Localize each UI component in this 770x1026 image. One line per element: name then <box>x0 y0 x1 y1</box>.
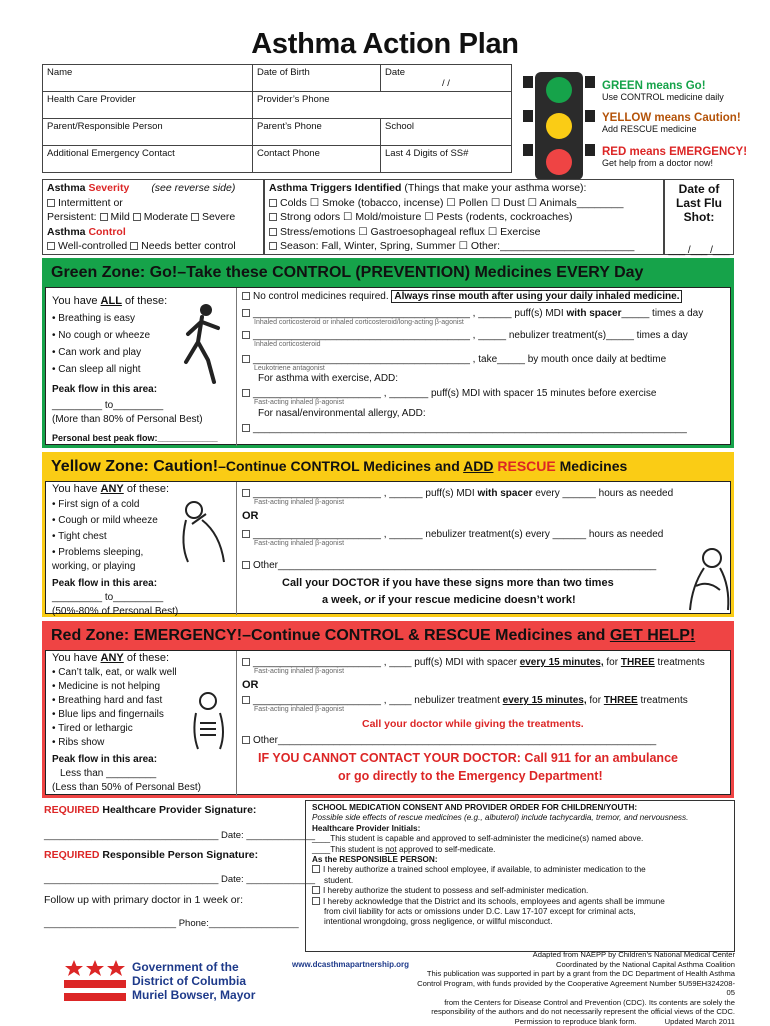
coughing-person-icon <box>176 494 232 564</box>
runner-icon <box>172 302 230 390</box>
provider-signature-label: REQUIRED Healthcare Provider Signature: <box>44 804 257 816</box>
emergency-contact-field[interactable]: Additional Emergency Contact <box>43 146 253 173</box>
nebulizer-child-icon <box>682 546 734 612</box>
trigger-checkbox[interactable] <box>269 199 277 207</box>
yellow-nebulizer-checkbox[interactable] <box>242 530 250 538</box>
nebulizer-checkbox[interactable] <box>242 331 250 339</box>
responsible-signature-label: REQUIRED Responsible Person Signature: <box>44 849 259 861</box>
provider-signature-line[interactable]: _________________________________ Date: _____________ <box>44 830 316 841</box>
moderate-checkbox[interactable] <box>133 213 141 221</box>
follow-up-label: Follow up with primary doctor in 1 week or: <box>44 894 243 906</box>
yellow-other-checkbox[interactable] <box>242 561 250 569</box>
authorize-employee-checkbox[interactable] <box>312 865 320 873</box>
dc-flag-icon <box>64 958 126 1004</box>
distressed-person-icon <box>186 689 232 751</box>
red-zone: Red Zone: EMERGENCY!–Continue CONTROL & RESCUE Medicines and GET HELP! You have ANY of these: • Can’t talk, eat, or walk well • Medicine is not helping • Breathing hard and fast • Blue lips and fingernails • Tired or lethargic • Ribs show Peak flow in this area: Less than _________ (Less than 50% of Personal Best) _______________________ , ____ puff(s) MDI with spacer every 15 minutes, for THREE treatments Fast-acting inhaled β-agonist OR _______________________ , ____ nebulizer treatment every 15 minutes, for THREE treatments Fast-acting inhaled β-agonist Call your doctor while giving the treatments. Other____________________________________________________________________ IF YOU CANNOT CONTACT YOUR DOCTOR: Call 911 for an ambulance or go directly to the Emergency Department! <box>42 621 734 798</box>
name-field[interactable]: Name <box>43 65 253 92</box>
authorize-student-checkbox[interactable] <box>312 886 320 894</box>
triggers-box: Asthma Triggers Identified (Things that make your asthma worse): Colds ☐ Smoke (tobacco, incense) ☐ Pollen ☐ Dust ☐ Animals________ Strong odors ☐ Mold/moisture ☐ Pests (rodents, cockroaches) Stress/emotions ☐ Gastroesophageal reflux ☐ Exercise Season: Fall, Winter, Spring, Summer ☐ Other:_______________________ <box>264 179 664 255</box>
parent-field[interactable]: Parent/Responsible Person <box>43 119 253 146</box>
traffic-light-icon <box>523 72 595 180</box>
yellow-light-legend: YELLOW means Caution! Add RESCUE medicine <box>602 112 741 134</box>
flu-shot-box[interactable]: Date of Last Flu Shot: ___ /___ /___ <box>664 179 734 255</box>
ssn-field[interactable]: Last 4 Digits of SS# <box>381 146 512 173</box>
follow-up-phone-line[interactable]: _________________________ Phone:_________________ <box>44 918 299 929</box>
patient-info-table <box>42 64 512 173</box>
trigger-checkbox[interactable] <box>269 228 277 236</box>
mild-checkbox[interactable] <box>100 213 108 221</box>
red-nebulizer-checkbox[interactable] <box>242 696 250 704</box>
no-control-checkbox[interactable] <box>242 292 250 300</box>
severity-box: Asthma Severity (see reverse side) Intermittent or Persistent: Mild Moderate Severe Asthma Control Well-controlled Needs better control <box>42 179 264 255</box>
allergy-checkbox[interactable] <box>242 424 250 432</box>
severe-checkbox[interactable] <box>191 213 199 221</box>
leukotriene-checkbox[interactable] <box>242 355 250 363</box>
acknowledge-checkbox[interactable] <box>312 897 320 905</box>
page-title: Asthma Action Plan <box>251 28 519 60</box>
green-zone: Green Zone: Go!–Take these CONTROL (PREVENTION) Medicines EVERY Day You have ALL of these: • Breathing is easy • No cough or wheeze • Can work and play • Can sleep all night Peak flow in this area: _________ to_________ (More than 80% of Personal Best) Personal best peak flow:____________ No control medicines required. Always rinse mouth after using your daily inhaled medicine. _______________________________________ , ______ puff(s) MDI with spacer_____ times a day Inhaled corticosteroid or inhaled corticosteroid/long-acting β-agonist _______________________________________ , _____ nebulizer treatment(s)_____ times a day Inhaled corticosteroid _______________________________________ , take_____ by mouth once daily at bedtime Leukotriene antagonist For asthma with exercise, ADD: _______________________ , _______ puff(s) MDI with spacer 15 minutes before exercise Fast-acting inhaled β-agonist For nasal/environmental allergy, ADD: ______________________________________________________________________________ <box>42 258 734 448</box>
publication-credits: Adapted from NAEPP by Children’s National Medical Center Coordinated by the National Capital Asthma Coalition This publication was supported in part by a grant from the DC Department of Health Asthma Control Program, with funds provided by the Cooperative Agreement Number 5U59EH324208-05 from the Centers for Disease Control and Prevention (CDC). Its contents are solely the responsibility of the authors and do not necessarily represent the official views of the CDC. Permission to reproduce blank form. Updated March 2011 <box>417 950 735 1026</box>
intermittent-checkbox[interactable] <box>47 199 55 207</box>
parent-phone-field[interactable]: Parent’s Phone <box>253 119 381 146</box>
dc-government-logo: Government of the District of Columbia Muriel Bowser, Mayor <box>132 960 256 1002</box>
red-mdi-checkbox[interactable] <box>242 658 250 666</box>
date-field[interactable]: Date / / <box>381 65 512 92</box>
yellow-zone-title: Yellow Zone: Caution!–Continue CONTROL Medicines and ADD RESCUE Medicines <box>45 455 731 481</box>
yellow-zone: Yellow Zone: Caution!–Continue CONTROL Medicines and ADD RESCUE Medicines You have ANY of these: • First sign of a cold • Cough or mild wheeze • Tight chest • Problems sleeping, working, or playing Peak flow in this area: _________ to_________ (50%-80% of Personal Best) _______________________ , ______ puff(s) MDI with spacer every ______ hours as needed Fast-acting inhaled β-agonist OR _______________________ , ______ nebulizer treatment(s) every ______ hours as needed Fast-acting inhaled β-agonist Other____________________________________________________________________ Call your DOCTOR if you have these signs more than two times a week, or if your rescue medicine doesn’t work! <box>42 452 734 617</box>
provider-field[interactable]: Health Care Provider <box>43 92 253 119</box>
yellow-mdi-checkbox[interactable] <box>242 489 250 497</box>
green-light-legend: GREEN means Go! Use CONTROL medicine daily <box>602 80 724 102</box>
trigger-checkbox[interactable] <box>269 213 277 221</box>
website-link[interactable]: www.dcasthmapartnership.org <box>292 960 410 969</box>
needs-better-control-checkbox[interactable] <box>130 242 138 250</box>
well-controlled-checkbox[interactable] <box>47 242 55 250</box>
red-other-checkbox[interactable] <box>242 736 250 744</box>
contact-phone-field[interactable]: Contact Phone <box>253 146 381 173</box>
school-consent-box: SCHOOL MEDICATION CONSENT AND PROVIDER ORDER FOR CHILDREN/YOUTH: Possible side effects of rescue medicines (e.g., albuterol) include tachycardia, tremor, and nervousness. Healthcare Provider Initials: ____This student is capable and approved to self-administer the medicine(s) named above. ____This student is not approved to self-medicate. As the RESPONSIBLE PERSON: I hereby authorize a trained school employee, if available, to administer medication to the student. I hereby authorize the student to possess and self-administer medication. I hereby acknowledge that the District and its schools, employees and agents shall be immune from civil liability for acts or omissions under D.C. Law 17-107 except for criminal acts, intentional wrongdoing, gross negligence, or willful misconduct. <box>305 800 735 952</box>
red-zone-title: Red Zone: EMERGENCY!–Continue CONTROL & RESCUE Medicines and GET HELP! <box>45 624 731 650</box>
green-zone-title: Green Zone: Go!–Take these CONTROL (PREVENTION) Medicines EVERY Day <box>45 261 731 287</box>
control-med-checkbox[interactable] <box>242 309 250 317</box>
red-light-legend: RED means EMERGENCY! Get help from a doctor now! <box>602 146 748 168</box>
school-field[interactable]: School <box>381 119 512 146</box>
responsible-signature-line[interactable]: _________________________________ Date: _____________ <box>44 874 316 885</box>
dob-field[interactable]: Date of Birth <box>253 65 381 92</box>
trigger-checkbox[interactable] <box>269 242 277 250</box>
provider-phone-field[interactable]: Provider’s Phone <box>253 92 512 119</box>
exercise-checkbox[interactable] <box>242 389 250 397</box>
